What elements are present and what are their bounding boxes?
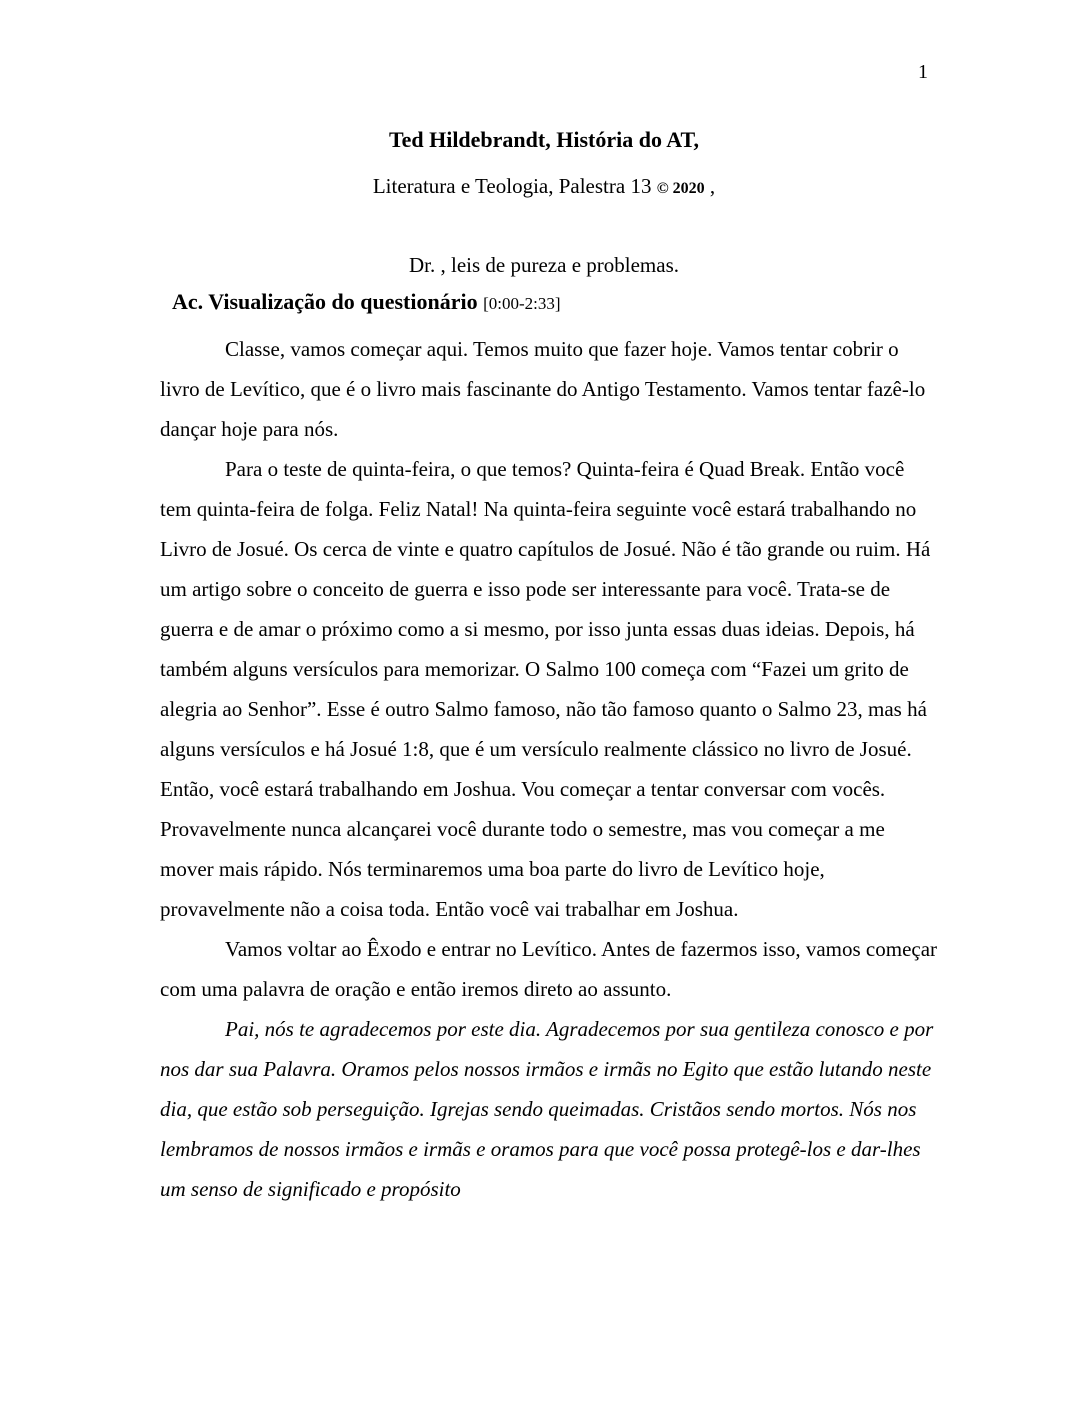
paragraph-intro: Classe, vamos começar aqui. Temos muito que fazer hoje. Vamos tentar cobrir o livro de Levítico, que é o livro mais fascinante do Antigo Testamento. Vamos tentar fazê-lo dançar hoje para nós. (160, 337, 926, 441)
document-body (160, 329, 940, 1209)
subtitle-main: Literatura e Teologia, Palestra 13 (372, 174, 652, 198)
lecture-topic-line: Dr. , leis de pureza e problemas. (409, 253, 679, 277)
section-heading-text: Ac. Visualização do questionário (172, 289, 478, 314)
document-subtitle (0, 172, 1088, 203)
paragraph-transition: Vamos voltar ao Êxodo e entrar no Levítico. Antes de fazermos isso, vamos começar com uma palavra de oração e então iremos direto ao assunto. (160, 937, 938, 1001)
prayer-paragraph: Pai, nós te agradecemos por este dia. Agradecemos por sua gentileza conosco e por nos dar sua Palavra. Oramos pelos nossos irmãos e irmãs no Egito que estão lutando neste dia, que estão sob perseguição. Igrejas sendo queimadas. Cristãos sendo mortos. Nós nos lembramos de nossos irmãos e irmãs e oramos para que você possa protegê-los e dar-lhes um senso de significado e propósito (160, 1017, 934, 1201)
page-number: 1 (918, 61, 928, 83)
section-timestamp: [0:00-2:33] (483, 294, 561, 313)
subtitle-trailing-comma: , (709, 174, 716, 198)
section-heading (160, 287, 938, 319)
copyright-notice: © 2020 (656, 180, 705, 197)
paragraph-quiz-preview: Para o teste de quinta-feira, o que temos? Quinta-feira é Quad Break. Então você tem quinta-feira de folga. Feliz Natal! Na quinta-feira seguinte você estará trabalhando no Livro de Josué. Os cerca de vinte e quatro capítulos de Josué. Não é tão grande ou ruim. Há um artigo sobre o conceito de guerra e isso pode ser interessante para você. Trata-se de guerra e de amar o próximo como a si mesmo, por isso junta essas duas ideias. Depois, há também alguns versículos para memorizar. O Salmo 100 começa com “Fazei um grito de alegria ao Senhor”. Esse é outro Salmo famoso, não tão famoso quanto o Salmo 23, mas há alguns versículos e há Josué 1:8, que é um versículo realmente clássico no livro de Josué. Então, você estará trabalhando em Joshua. Vou começar a tentar conversar com vocês. Provavelmente nunca alcançarei você durante todo o semestre, mas vou começar a me mover mais rápido. Nós terminaremos uma boa parte do livro de Levítico hoje, provavelmente não a coisa toda. Então você vai trabalhar em Joshua. (160, 457, 931, 921)
document-title: Ted Hildebrandt, História do AT, (388, 127, 700, 152)
